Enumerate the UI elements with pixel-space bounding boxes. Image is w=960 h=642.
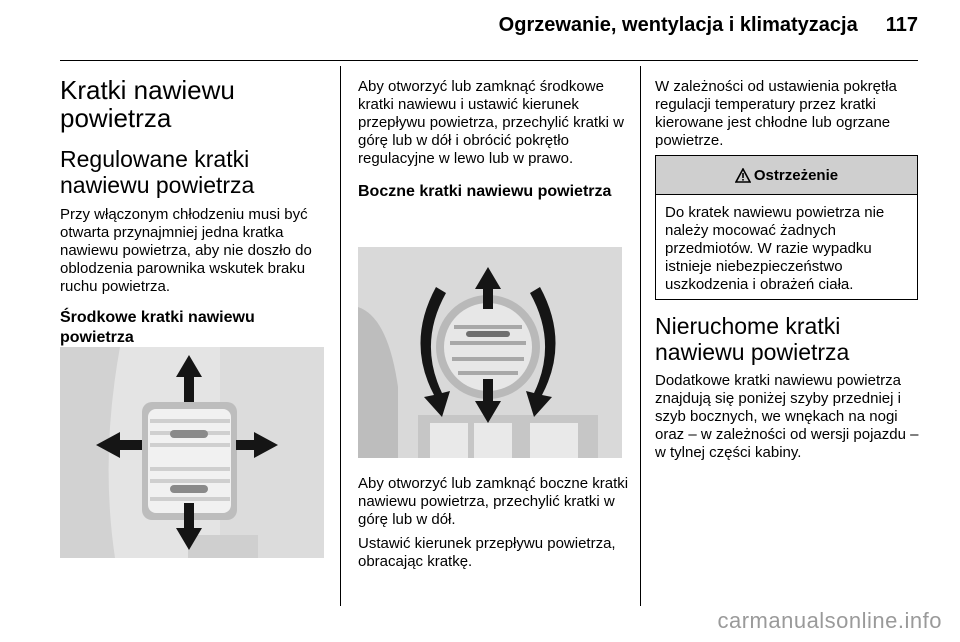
watermark: carmanualsonline.info <box>717 608 942 633</box>
side-vent-illustration <box>358 247 622 458</box>
subheading-side-vents: Boczne kratki nawiewu powietrza <box>358 183 612 200</box>
column-divider <box>640 66 641 606</box>
column-1 <box>60 76 328 348</box>
subheading-center-vents: Środkowe kratki nawiewu powietrza <box>60 309 255 346</box>
warning-title: Ostrzeżenie <box>753 166 839 184</box>
column-divider <box>340 66 341 606</box>
warning-box <box>655 155 918 300</box>
column-2 <box>358 78 630 202</box>
header-rule <box>60 60 918 61</box>
intro-paragraph: Przy włączonym chłodzeniu musi być otwarta przynajmniej jedna kratka nawiewu powietrza, aby nie doszło do oblodzenia parownika wskutek braku ruchu powietrza. <box>60 206 312 295</box>
section-heading-adjustable-vents: Regulowane kratki nawiewu powietrza <box>60 146 255 198</box>
column-3 <box>655 78 923 150</box>
warning-header <box>656 156 917 195</box>
section-heading-fixed-vents: Nieruchome kratki nawiewu powietrza <box>655 313 850 365</box>
side-vents-paragraph-2: Ustawić kierunek przepływu powietrza, obracając kratkę. <box>358 535 616 570</box>
side-vents-paragraph-1: Aby otworzyć lub zamknąć boczne kratki nawiewu powietrza, przechylić kratki w górę lub w dół. <box>358 475 629 528</box>
fixed-vents-paragraph: Dodatkowe kratki nawiewu powietrza znajdują się poniżej szyby przedniej i szyb bocznych, we wnękach na nogi oraz – w zależności od wersji pojazdu – w tylnej części kabiny. <box>655 372 919 461</box>
warning-triangle-icon <box>735 168 751 183</box>
center-vents-paragraph: Aby otworzyć lub zamknąć środkowe kratki nawiewu i ustawić kierunek przepływu powietrza, przechylić kratki w górę lub w dół i obrócić pokrętło regulacyjne w lewo lub w prawo. <box>358 78 624 167</box>
warning-text: Do kratek nawiewu powietrza nie należy mocować żadnych przedmiotów. W razie wypadku istnieje niebezpieczeństwo uszkodzenia i obrażeń ciała. <box>665 204 885 293</box>
page-header <box>0 14 918 44</box>
page-number: 117 <box>885 14 918 36</box>
column-2-lower <box>358 475 630 571</box>
temperature-paragraph: W zależności od ustawienia pokrętła regulacji temperatury przez kratki kierowane jest chłodne lub ogrzane powietrze. <box>655 78 897 149</box>
section-heading-vents: Kratki nawiewu powietrza <box>60 75 235 133</box>
page-title: Ogrzewanie, wentylacja i klimatyzacja <box>498 14 858 36</box>
column-3-lower <box>655 313 923 462</box>
center-vents-illustration <box>60 347 324 558</box>
